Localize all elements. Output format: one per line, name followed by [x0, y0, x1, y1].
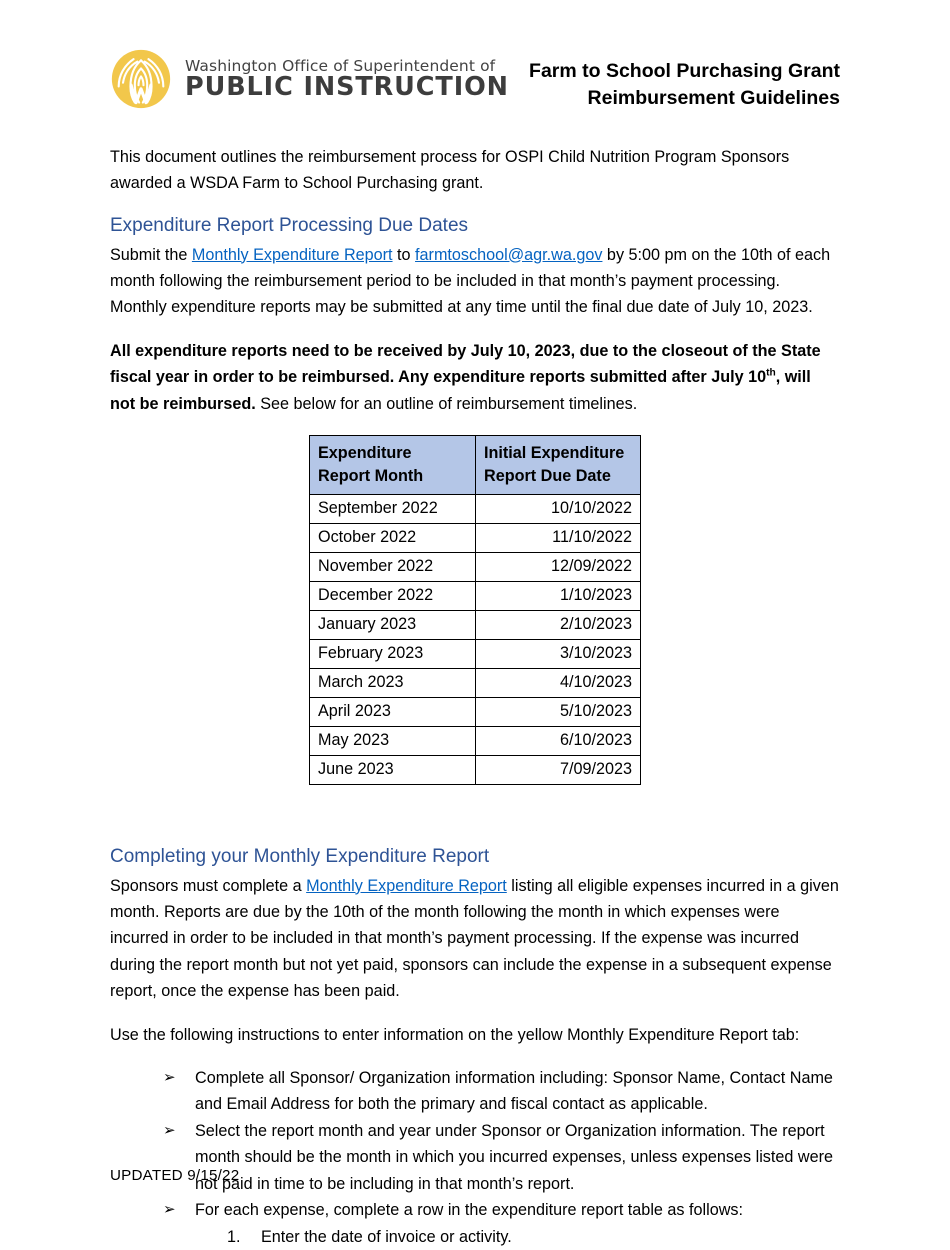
cell-month: December 2022: [310, 581, 476, 610]
arrow-bullet-icon: ➢: [163, 1068, 176, 1087]
list-item: [163, 1197, 840, 1250]
table-row: [310, 755, 641, 784]
table-row: [310, 610, 641, 639]
list-item-label: For each expense, complete a row in the expenditure report table as follows:: [195, 1201, 743, 1220]
cell-due-date: 1/10/2023: [476, 581, 641, 610]
cell-month: May 2023: [310, 726, 476, 755]
cell-month: March 2023: [310, 668, 476, 697]
document-title-line-2: Reimbursement Guidelines: [587, 86, 840, 109]
column-header-report-month-line-2: Report Month: [318, 466, 424, 485]
completing-text-part-2: listing all eligible expenses incurred in a given month. Reports are due by the 10th of the month following the month in which expenses were incurred in order to be included in that month’s payment processing. If the expense was incurred during the report month but not yet paid, sponsors can include the expense in a subsequent expense report, once the expense has been paid.: [110, 876, 839, 1001]
footer-updated-date: UPDATED 9/15/22: [110, 1167, 240, 1184]
table-row: [310, 581, 641, 610]
monthly-expenditure-report-link-2[interactable]: Monthly Expenditure Report: [306, 876, 507, 895]
list-item: [163, 1065, 840, 1118]
list-item-label: Enter the date of invoice or activity.: [261, 1227, 512, 1246]
column-header-due-date: [476, 435, 641, 494]
cell-due-date: 12/09/2022: [476, 552, 641, 581]
due-dates-table: [309, 435, 641, 785]
cell-due-date: 3/10/2023: [476, 639, 641, 668]
document-title-line-1: Farm to School Purchasing Grant: [529, 60, 840, 82]
table-row: [310, 697, 641, 726]
step-number: 1.: [227, 1227, 241, 1246]
cell-month: January 2023: [310, 610, 476, 639]
cell-month: April 2023: [310, 697, 476, 726]
cell-due-date: 5/10/2023: [476, 697, 641, 726]
deadline-bold-part-2: , will not be reimbursed.: [110, 368, 811, 413]
ordinal-suffix: th: [766, 367, 776, 379]
intro-paragraph: This document outlines the reimbursement process for OSPI Child Nutrition Program Sponsors awarded a WSDA Farm to School Purchasing grant.: [110, 148, 790, 193]
instructions-lead-in-paragraph: Use the following instructions to enter information on the yellow Monthly Expenditure Report tab:: [110, 1025, 800, 1044]
section-heading-due-dates: Expenditure Report Processing Due Dates: [110, 214, 469, 236]
submit-text-part-3: by 5:00 pm on the 10th of each month following the reimbursement period to be included in that month’s payment processing. Monthly expenditure reports may be submitted at any time until the final due date of July 10, 2023.: [110, 245, 831, 317]
completing-report-paragraph: [110, 873, 840, 1005]
completing-text-part-1: Sponsors must complete a: [110, 876, 307, 895]
instructions-bullet-list: [110, 1065, 840, 1250]
ospi-brand-line-2: PUBLIC INSTRUCTION: [185, 72, 509, 103]
submission-instructions-paragraph: [110, 242, 840, 321]
cell-month: February 2023: [310, 639, 476, 668]
cell-month: September 2022: [310, 494, 476, 523]
table-row: [310, 523, 641, 552]
ospi-brand-text: [185, 57, 529, 101]
column-header-due-date-line-2: Report Due Date: [484, 466, 611, 485]
cell-due-date: 11/10/2022: [476, 523, 641, 552]
monthly-expenditure-report-link-1[interactable]: Monthly Expenditure Report: [191, 245, 393, 264]
ospi-brand-line-1: Washington Office of Superintendent of: [185, 57, 496, 76]
table-header-row: [310, 435, 641, 494]
submit-text-part-2: to: [392, 245, 416, 264]
list-item: [227, 1224, 840, 1250]
column-header-report-month: [310, 435, 476, 494]
farmtoschool-email-link[interactable]: farmtoschool@agr.wa.gov: [415, 245, 603, 264]
document-title: [529, 40, 840, 112]
list-item: [163, 1118, 840, 1197]
submit-text-part-1: Submit the: [110, 245, 192, 264]
deadline-bold-part-1: All expenditure reports need to be received by July 10, 2023, due to the closeout of the State fiscal year in order to be reimbursed. Any expenditure reports submitted after July 10: [110, 341, 821, 387]
expense-row-steps-list: [195, 1224, 840, 1250]
section-spacer: [110, 785, 840, 829]
cell-due-date: 7/09/2023: [476, 755, 641, 784]
table-row: [310, 552, 641, 581]
arrow-bullet-icon: ➢: [163, 1120, 176, 1139]
deadline-normal-text: See below for an outline of reimbursement timelines.: [255, 394, 638, 413]
table-row: [310, 494, 641, 523]
document-content: [110, 40, 840, 1250]
cell-due-date: 2/10/2023: [476, 610, 641, 639]
column-header-report-month-line-1: Expenditure: [318, 443, 412, 462]
cell-month: June 2023: [310, 755, 476, 784]
document-header: [110, 40, 840, 118]
arrow-bullet-icon: ➢: [163, 1200, 176, 1219]
cell-month: October 2022: [310, 523, 476, 552]
list-item-label: Select the report month and year under Sponsor or Organization information. The report month should be the month in which you incurred expenses, unless expenses listed were not paid in time to be including in that month’s report.: [195, 1121, 833, 1193]
section-heading-completing-report: Completing your Monthly Expenditure Report: [110, 845, 490, 867]
ospi-brand-lockup: [110, 40, 529, 110]
list-item-label: Complete all Sponsor/ Organization information including: Sponsor Name, Contact Name and Email Address for both the primary and fiscal contact as applicable.: [195, 1069, 833, 1114]
cell-due-date: 10/10/2022: [476, 494, 641, 523]
table-row: [310, 639, 641, 668]
table-row: [310, 726, 641, 755]
table-row: [310, 668, 641, 697]
column-header-due-date-line-1: Initial Expenditure: [484, 443, 625, 462]
cell-month: November 2022: [310, 552, 476, 581]
cell-due-date: 6/10/2023: [476, 726, 641, 755]
due-dates-table-wrapper: [110, 435, 840, 785]
cell-due-date: 4/10/2023: [476, 668, 641, 697]
wa-ospi-seal-icon: [110, 48, 172, 110]
deadline-warning-paragraph: [110, 338, 840, 417]
